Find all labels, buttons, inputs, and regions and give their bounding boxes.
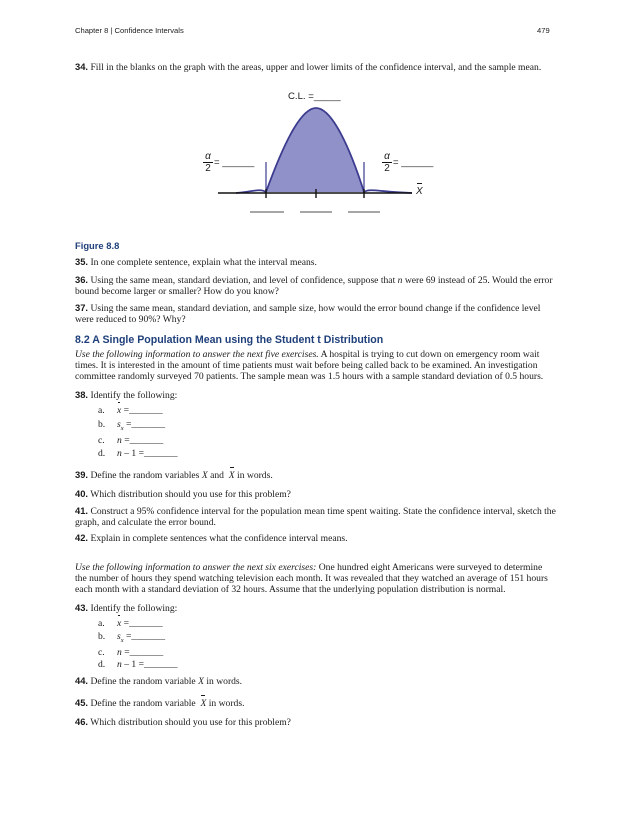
intro-text: One hundred eight Americans were surveyed to determine the number of hours they spend watching television each month. It was revealed that they watched an average of 151 hours each month with a standard deviation of 32 hours. Assume that the underlying population distribution is normal. [75,562,548,596]
item-blank: – 1 =_______ [121,659,178,670]
question-45 [75,697,556,709]
question-37 [75,302,556,325]
question-text: Which distribution should you use for this problem? [90,717,291,728]
list-item [98,631,165,646]
item-variable: n [117,435,122,446]
item-blank: =_______ [121,435,164,446]
list-item [98,405,163,416]
item-variable: n [117,659,122,670]
item-label: c. [98,647,105,658]
x-bar-variable: X [228,470,235,481]
question-text: Fill in the blanks on the graph with the areas, upper and lower limits of the confidence interval, and the sample mean. [90,62,542,73]
item-subscript: x [120,636,124,644]
alpha-over-two-right [382,151,392,174]
item-variable: n [117,647,122,658]
alpha-over-two-left [203,151,213,174]
list-item [98,647,163,658]
item-subscript: x [120,424,124,432]
x-variable: X [201,470,208,481]
item-variable: n [117,448,122,459]
section-heading: 8.2 A Single Population Mean using the Student t Distribution [75,334,384,346]
item-blank: – 1 =_______ [121,448,178,459]
question-text-cont: and [207,470,227,481]
item-blank: =_______ [123,419,166,430]
item-variable: s [117,419,121,430]
figure-caption: Figure 8.8 [75,240,120,251]
n-variable: n [397,275,403,286]
item-blank: =_______ [121,647,164,658]
item-label: b. [98,631,106,642]
question-text: Using the same mean, standard deviation, and level of confidence, suppose that [90,275,398,286]
question-text-end: in words. [203,676,243,687]
question-text-end: in words. [234,470,273,481]
item-label: c. [98,435,105,446]
list-item [98,659,178,670]
question-text-cont: were 69 instead of 25. Would the error bound become larger or smaller? How do you know? [75,275,553,298]
item-blank: =_______ [121,618,163,629]
denominator: 2 [384,163,390,174]
item-blank: =_______ [123,631,166,642]
question-number: 38. [75,389,89,400]
x-bar-symbol: X [416,186,423,197]
question-text: Explain in complete sentences what the confidence interval means. [90,533,348,544]
question-number: 46. [75,716,89,727]
question-text: Construct a 95% confidence interval for the population mean time spent waiting. State the confidence interval, sketch the graph, and calculate the error bound. [75,506,556,529]
cl-label: C.L. =_____ [288,91,341,102]
question-40 [75,488,556,500]
alpha-symbol: α [382,151,392,163]
list-item [98,419,165,434]
item-label: b. [98,419,106,430]
intro-paragraph-2 [75,562,556,596]
question-38 [75,389,556,401]
item-label: a. [98,618,105,629]
alpha-symbol: α [203,151,213,163]
question-text: Which distribution should you use for this problem? [90,489,291,500]
alpha-right-blank: = ______ [393,157,434,168]
question-text: Identify the following: [90,390,178,401]
page-number: 479 [537,26,550,35]
x-bar-variable: X [200,698,207,709]
question-text: Define the random variable [90,676,199,687]
intro-text: A hospital is trying to cut down on emergency room wait times. It is interested in the amount of time patients must wait before being called back to be examined. An investigation committee randomly surveyed 70 patients. The sample mean was 1.5 hours with a sample standard deviation of 0.5 hours. [75,349,544,383]
normal-curve-graph [190,88,450,218]
item-blank: =_______ [121,405,163,416]
intro-paragraph-1 [75,349,556,383]
question-number: 43. [75,602,89,613]
question-44 [75,675,556,687]
question-36 [75,274,556,297]
question-number: 39. [75,469,89,480]
intro-lead: Use the following information to answer the next six exercises: [75,562,317,573]
x-bar-axis-label [416,186,423,197]
x-variable: X [198,676,204,687]
question-text-end: in words. [206,698,245,709]
question-number: 42. [75,532,89,543]
question-34 [75,61,556,73]
question-35 [75,256,556,268]
item-label: d. [98,448,106,459]
list-item [98,448,178,459]
item-label: d. [98,659,106,670]
list-item [98,618,163,629]
item-variable: x [117,405,122,416]
question-46 [75,716,556,728]
question-number: 44. [75,675,89,686]
question-number: 41. [75,505,89,516]
question-number: 37. [75,302,89,313]
question-number: 35. [75,256,89,267]
question-text: In one complete sentence, explain what the interval means. [90,257,317,268]
question-text: Define the random variable [90,698,199,709]
item-variable: s [117,631,121,642]
item-label: a. [98,405,105,416]
intro-lead: Use the following information to answer the next five exercises. [75,349,319,360]
question-39 [75,469,556,481]
question-text: Identify the following: [90,603,178,614]
list-item [98,435,163,446]
alpha-left-blank: = ______ [214,157,255,168]
chapter-header: Chapter 8 | Confidence Intervals [75,26,184,35]
question-43 [75,602,556,614]
question-number: 34. [75,61,89,72]
question-text: Define the random variables [90,470,202,481]
question-text: Using the same mean, standard deviation, and sample size, how would the error bound change if the confidence level were reduced to 90%? Why? [75,303,541,326]
question-number: 40. [75,488,89,499]
question-42 [75,532,556,544]
item-variable: x [117,618,122,629]
figure-8-8 [190,88,450,218]
denominator: 2 [205,163,211,174]
question-41 [75,505,556,528]
question-number: 36. [75,274,89,285]
question-number: 45. [75,697,89,708]
